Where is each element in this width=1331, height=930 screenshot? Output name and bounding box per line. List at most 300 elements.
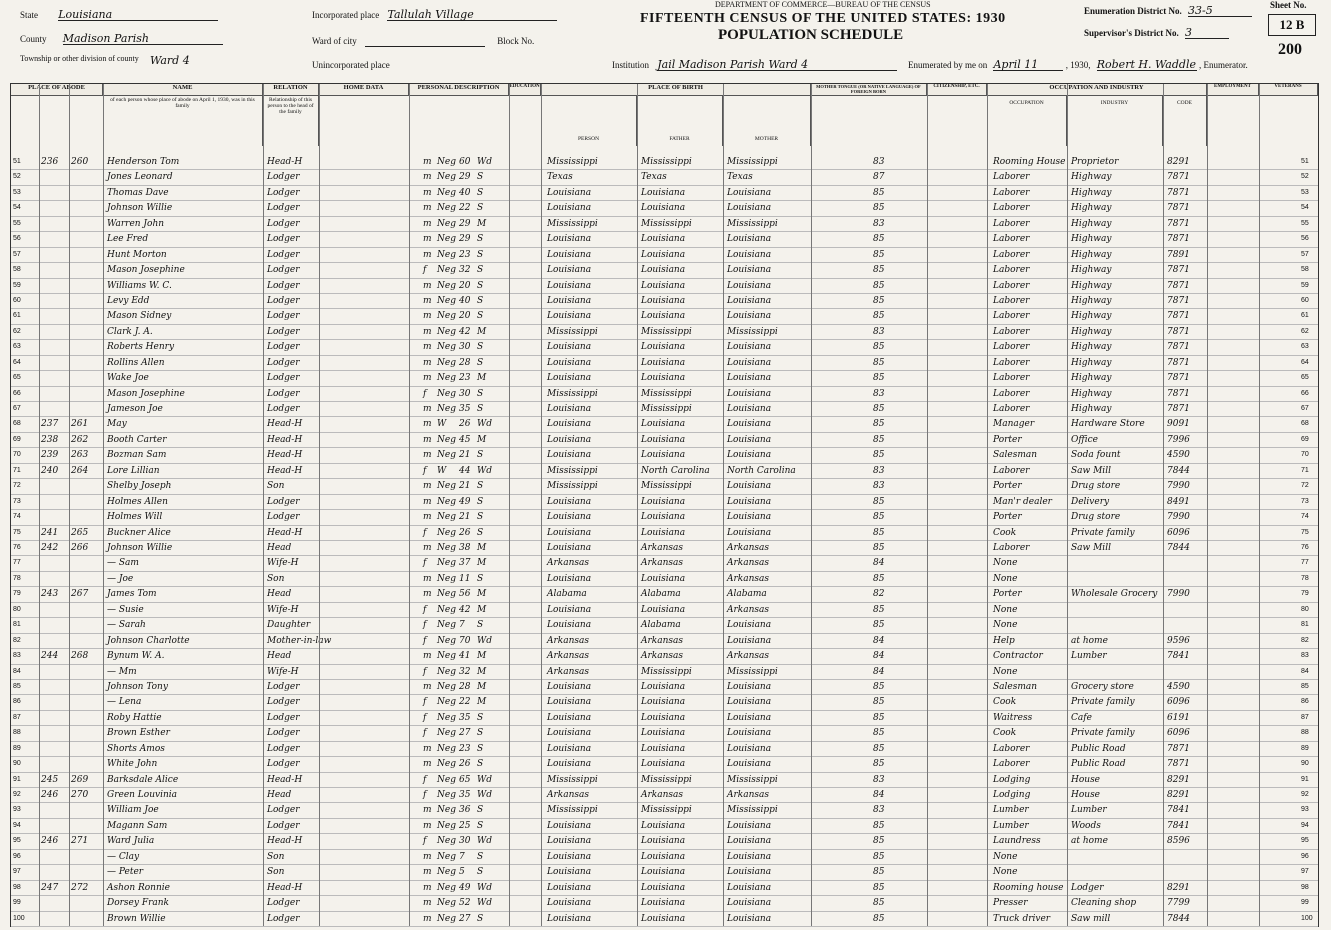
- cell-dw: [41, 694, 69, 710]
- cell-ms: S: [477, 342, 484, 353]
- cell-race: Neg: [437, 759, 456, 770]
- cell-fb: Louisiana: [641, 820, 686, 831]
- cell-mt: 85: [873, 543, 885, 553]
- cell-rel: Son: [267, 481, 285, 492]
- cell-ind: [1071, 864, 1161, 880]
- table-row: [11, 633, 1318, 649]
- cell-sex: f: [423, 836, 427, 847]
- line-number: 80: [13, 605, 21, 613]
- cell-ind: Wholesale Grocery: [1071, 589, 1158, 600]
- cell-age: 56: [459, 589, 471, 600]
- cell-fb: Louisiana: [641, 311, 686, 322]
- cell-occ: Salesman: [993, 681, 1038, 692]
- cell-fam: [71, 602, 101, 618]
- cell-mb: Arkansas: [727, 558, 770, 569]
- cell-race: Neg: [437, 311, 456, 322]
- cell-bp: Louisiana: [547, 620, 592, 631]
- cell-mt: 85: [873, 295, 885, 306]
- cell-name: Johnson Willie: [107, 543, 173, 553]
- cell-ind: Proprietor: [1071, 157, 1119, 167]
- cell-occ: Laborer: [993, 357, 1030, 368]
- cell-rel: Head-H: [267, 882, 303, 893]
- cell-ms: S: [477, 295, 484, 306]
- cell-mb: Louisiana: [727, 620, 772, 631]
- cell-bp: Arkansas: [547, 558, 590, 569]
- cell-mt: 85: [873, 527, 885, 538]
- cell-rel: Lodger: [267, 187, 300, 198]
- cell-dw: [41, 849, 69, 865]
- cell-name: — Clay: [107, 851, 140, 862]
- table-row: [11, 555, 1318, 571]
- cell-name: May: [107, 419, 127, 430]
- cell-code: 8291: [1167, 790, 1190, 801]
- cell-ms: S: [477, 187, 484, 198]
- line-number-right: 99: [1301, 899, 1309, 907]
- cell-ms: Wd: [477, 790, 493, 801]
- cell-race: Neg: [437, 836, 456, 847]
- cell-occ: Waitress: [993, 712, 1033, 723]
- line-number: 70: [13, 451, 21, 459]
- cell-dw: 243: [41, 589, 59, 600]
- cell-fam: [71, 185, 101, 201]
- cell-ms: S: [477, 573, 484, 584]
- cell-fam: [71, 370, 101, 386]
- cell-fb: Alabama: [641, 620, 681, 631]
- cell-mb: Arkansas: [727, 543, 770, 553]
- cell-mb: Louisiana: [727, 867, 772, 878]
- cell-age: 23: [459, 373, 471, 384]
- cell-ms: S: [477, 527, 484, 538]
- cell-sex: m: [423, 651, 432, 662]
- line-number-right: 87: [1301, 713, 1309, 721]
- cell-mb: Louisiana: [727, 512, 772, 523]
- cell-race: Neg: [437, 604, 456, 615]
- cell-occ: Porter: [993, 481, 1022, 492]
- cell-mb: Louisiana: [727, 434, 772, 445]
- table-row: [11, 339, 1318, 355]
- cell-occ: Salesman: [993, 450, 1038, 461]
- cell-ind: Cafe: [1071, 712, 1092, 723]
- cell-bp: Mississippi: [547, 774, 598, 785]
- cell-sex: m: [423, 543, 432, 553]
- dept-line: DEPARTMENT OF COMMERCE—BUREAU OF THE CENSUS: [715, 0, 931, 9]
- line-number-right: 88: [1301, 729, 1309, 737]
- cell-fb: Louisiana: [641, 697, 686, 708]
- cell-rel: Lodger: [267, 913, 300, 924]
- cell-ind: Highway: [1071, 311, 1112, 322]
- enumerator-name: Robert H. Waddle: [1096, 58, 1196, 71]
- cell-fam: 268: [71, 651, 89, 662]
- line-number: 100: [13, 914, 25, 922]
- cell-fam: [71, 293, 101, 309]
- cell-ms: S: [477, 867, 484, 878]
- cell-ms: S: [477, 357, 484, 368]
- cell-ind: Cleaning shop: [1071, 898, 1137, 909]
- cell-fb: Louisiana: [641, 898, 686, 909]
- cell-fb: Arkansas: [641, 558, 684, 569]
- line-number-right: 95: [1301, 837, 1309, 845]
- table-row: [11, 772, 1318, 788]
- cell-bp: Louisiana: [547, 573, 592, 584]
- cell-mb: Louisiana: [727, 203, 772, 214]
- cell-sex: m: [423, 357, 432, 368]
- table-row: [11, 200, 1318, 216]
- cell-ind: Hardware Store: [1071, 419, 1145, 430]
- table-row: [11, 648, 1318, 664]
- cell-race: Neg: [437, 342, 456, 353]
- cell-mt: 83: [873, 388, 885, 399]
- cell-dw: [41, 200, 69, 216]
- table-row: [11, 664, 1318, 680]
- cell-mt: 85: [873, 280, 885, 291]
- cell-ms: M: [477, 218, 487, 229]
- institution-label: Institution: [612, 60, 650, 70]
- cell-rel: Son: [267, 867, 285, 878]
- line-number: 96: [13, 852, 21, 860]
- cell-name: Williams W. C.: [107, 280, 172, 291]
- cell-mb: Mississippi: [727, 805, 778, 816]
- cell-mb: Louisiana: [727, 280, 772, 291]
- cell-dw: 240: [41, 465, 59, 476]
- cell-fam: [71, 694, 101, 710]
- cell-age: 35: [459, 404, 471, 415]
- cell-age: 21: [459, 512, 471, 523]
- cell-race: Neg: [437, 203, 456, 214]
- cell-mt: 83: [873, 326, 885, 337]
- cell-age: 28: [459, 681, 471, 692]
- cell-mb: Louisiana: [727, 419, 772, 430]
- cell-rel: Lodger: [267, 728, 300, 739]
- table-row: [11, 154, 1318, 170]
- cell-mt: 84: [873, 635, 885, 646]
- cell-ms: S: [477, 203, 484, 214]
- cell-rel: Wife-H: [267, 604, 299, 615]
- cell-sex: m: [423, 867, 432, 878]
- cell-ms: Wd: [477, 419, 493, 430]
- cell-mt: 85: [873, 836, 885, 847]
- township-value: Ward 4: [150, 54, 190, 67]
- cell-fam: [71, 339, 101, 355]
- line-number: 74: [13, 513, 21, 521]
- cell-fam: [71, 262, 101, 278]
- cell-rel: Lodger: [267, 681, 300, 692]
- cell-code: 7990: [1167, 481, 1190, 492]
- cell-mb: Louisiana: [727, 342, 772, 353]
- county-label: County: [20, 34, 47, 44]
- table-row: [11, 895, 1318, 911]
- cell-occ: Rooming House: [993, 157, 1066, 167]
- cell-race: Neg: [437, 450, 456, 461]
- line-number: 76: [13, 544, 21, 551]
- cell-race: Neg: [437, 218, 456, 229]
- cell-bp: Mississippi: [547, 481, 598, 492]
- cell-name: Johnson Charlotte: [107, 635, 190, 646]
- cell-fb: Louisiana: [641, 187, 686, 198]
- cell-age: 40: [459, 295, 471, 306]
- cell-race: Neg: [437, 573, 456, 584]
- cell-ind: Lumber: [1071, 805, 1107, 816]
- cell-age: 23: [459, 743, 471, 754]
- cell-sex: m: [423, 496, 432, 507]
- cell-name: Roberts Henry: [107, 342, 175, 353]
- cell-occ: Cook: [993, 728, 1017, 739]
- cell-fb: Louisiana: [641, 342, 686, 353]
- table-row: [11, 525, 1318, 541]
- cell-fam: [71, 911, 101, 927]
- cell-code: 4590: [1167, 450, 1190, 461]
- cell-mb: Louisiana: [727, 913, 772, 924]
- cell-mb: Louisiana: [727, 759, 772, 770]
- cell-occ: Laborer: [993, 543, 1030, 553]
- cell-age: 41: [459, 651, 471, 662]
- cell-code: 7844: [1167, 913, 1190, 924]
- cell-fb: Louisiana: [641, 450, 686, 461]
- line-number-right: 55: [1301, 219, 1309, 227]
- cell-fam: [71, 756, 101, 772]
- cell-age: 60: [459, 157, 471, 167]
- ward-label: Ward of city: [312, 36, 357, 46]
- cell-dw: [41, 494, 69, 510]
- table-row: [11, 185, 1318, 201]
- cell-ind: Highway: [1071, 234, 1112, 245]
- cell-bp: Louisiana: [547, 836, 592, 847]
- cell-ms: Wd: [477, 635, 493, 646]
- cell-code: 7799: [1167, 898, 1190, 909]
- cell-name: James Tom: [107, 589, 157, 600]
- line-number: 66: [13, 389, 21, 397]
- cell-fam: [71, 478, 101, 494]
- cell-name: Mason Sidney: [107, 311, 172, 322]
- cell-occ: Laborer: [993, 280, 1030, 291]
- cell-age: 36: [459, 805, 471, 816]
- table-row: [11, 849, 1318, 865]
- cell-sex: m: [423, 512, 432, 523]
- group-education: EDUCATION: [509, 84, 541, 96]
- cell-dw: [41, 555, 69, 571]
- line-number: 83: [13, 652, 21, 660]
- cell-ind: [1071, 849, 1161, 865]
- cell-age: 29: [459, 172, 471, 183]
- cell-mt: 85: [873, 434, 885, 445]
- cell-mt: 82: [873, 589, 885, 600]
- cell-ind: at home: [1071, 635, 1108, 646]
- cell-code: 6096: [1167, 728, 1190, 739]
- cell-fam: [71, 200, 101, 216]
- cell-age: 44: [459, 465, 471, 476]
- group-name: NAME: [103, 84, 263, 96]
- cell-race: Neg: [437, 805, 456, 816]
- cell-fam: [71, 401, 101, 417]
- line-number: 78: [13, 574, 21, 582]
- cell-code: 7871: [1167, 759, 1190, 770]
- cell-sex: m: [423, 913, 432, 924]
- cell-mb: Louisiana: [727, 527, 772, 538]
- cell-dw: [41, 478, 69, 494]
- cell-rel: Head-H: [267, 527, 303, 538]
- cell-age: 26: [459, 759, 471, 770]
- cell-mt: 85: [873, 728, 885, 739]
- cell-dw: [41, 339, 69, 355]
- colhdr-industry: INDUSTRY: [1067, 96, 1163, 146]
- cell-fam: [71, 710, 101, 726]
- cell-ind: Public Road: [1071, 759, 1126, 770]
- cell-bp: Mississippi: [547, 805, 598, 816]
- cell-occ: Laborer: [993, 265, 1030, 276]
- line-number: 51: [13, 158, 21, 165]
- cell-mt: 85: [873, 681, 885, 692]
- cell-race: Neg: [437, 898, 456, 909]
- cell-code: 7871: [1167, 265, 1190, 276]
- cell-ms: S: [477, 450, 484, 461]
- cell-fb: Mississippi: [641, 666, 692, 677]
- line-number-right: 66: [1301, 389, 1309, 397]
- cell-age: 21: [459, 450, 471, 461]
- cell-ms: M: [477, 589, 487, 600]
- cell-fb: Mississippi: [641, 157, 692, 167]
- cell-mt: 85: [873, 342, 885, 353]
- cell-bp: Louisiana: [547, 280, 592, 291]
- cell-bp: Louisiana: [547, 712, 592, 723]
- cell-name: Mason Josephine: [107, 265, 185, 276]
- cell-mb: Louisiana: [727, 635, 772, 646]
- cell-name: — Joe: [107, 573, 134, 584]
- cell-mt: 85: [873, 712, 885, 723]
- cell-name: Buckner Alice: [107, 527, 171, 538]
- colhdr-relation: Relationship of this person to the head of the family: [263, 96, 319, 146]
- cell-sex: m: [423, 434, 432, 445]
- cell-ind: Private family: [1071, 697, 1135, 708]
- colhdr-occupation: OCCUPATION: [987, 96, 1067, 146]
- cell-fam: [71, 278, 101, 294]
- cell-rel: Mother-in-law: [267, 635, 332, 646]
- cell-ms: Wd: [477, 774, 493, 785]
- cell-fb: Mississippi: [641, 805, 692, 816]
- cell-name: Jones Leonard: [107, 172, 173, 183]
- group-place-of-birth: PLACE OF BIRTH: [541, 84, 811, 96]
- cell-sex: m: [423, 805, 432, 816]
- cell-fam: 265: [71, 527, 89, 538]
- cell-name: — Peter: [107, 867, 144, 878]
- cell-ind: Highway: [1071, 388, 1112, 399]
- table-row: [11, 540, 1318, 556]
- cell-fb: Mississippi: [641, 404, 692, 415]
- cell-race: Neg: [437, 666, 456, 677]
- cell-bp: Arkansas: [547, 635, 590, 646]
- cell-dw: [41, 247, 69, 263]
- cell-fam: [71, 633, 101, 649]
- block-label: Block No.: [497, 36, 535, 46]
- cell-occ: Laborer: [993, 465, 1030, 476]
- cell-rel: Lodger: [267, 512, 300, 523]
- cell-ms: M: [477, 543, 487, 553]
- cell-race: Neg: [437, 851, 456, 862]
- cell-code: 7844: [1167, 465, 1190, 476]
- cell-age: 30: [459, 342, 471, 353]
- cell-race: Neg: [437, 265, 456, 276]
- cell-mb: Arkansas: [727, 573, 770, 584]
- cell-ind: Highway: [1071, 404, 1112, 415]
- line-number-right: 94: [1301, 821, 1309, 829]
- cell-age: 40: [459, 187, 471, 198]
- cell-ms: Wd: [477, 465, 493, 476]
- cell-age: 65: [459, 774, 471, 785]
- cell-rel: Head-H: [267, 465, 303, 476]
- cell-sex: f: [423, 774, 427, 785]
- line-number: 58: [13, 266, 21, 274]
- cell-bp: Louisiana: [547, 404, 592, 415]
- line-number-right: 90: [1301, 760, 1309, 768]
- cell-sex: m: [423, 373, 432, 384]
- cell-code: 7871: [1167, 373, 1190, 384]
- cell-dw: [41, 185, 69, 201]
- cell-ms: S: [477, 388, 484, 399]
- cell-bp: Louisiana: [547, 728, 592, 739]
- cell-occ: Laundress: [993, 836, 1041, 847]
- cell-name: Dorsey Frank: [107, 898, 169, 909]
- column-rule: [69, 84, 70, 926]
- cell-code: 7871: [1167, 234, 1190, 245]
- line-number-right: 62: [1301, 327, 1309, 335]
- cell-fam: [71, 355, 101, 371]
- cell-age: 52: [459, 898, 471, 909]
- group-veterans: VETERANS: [1259, 84, 1318, 96]
- cell-fam: [71, 818, 101, 834]
- cell-bp: Louisiana: [547, 373, 592, 384]
- cell-fam: 261: [71, 419, 89, 430]
- line-number: 59: [13, 281, 21, 289]
- cell-fam: [71, 864, 101, 880]
- column-rule: [409, 84, 410, 926]
- cell-ms: M: [477, 558, 487, 569]
- cell-fb: Louisiana: [641, 913, 686, 924]
- line-number: 88: [13, 729, 21, 737]
- cell-ind: Delivery: [1071, 496, 1110, 507]
- cell-rel: Lodger: [267, 820, 300, 831]
- group-relation: RELATION: [263, 84, 319, 96]
- column-rule: [723, 84, 724, 926]
- cell-occ: Cook: [993, 527, 1017, 538]
- cell-fb: Louisiana: [641, 496, 686, 507]
- cell-code: 7871: [1167, 326, 1190, 337]
- sd-value: 3: [1185, 28, 1229, 39]
- cell-bp: Mississippi: [547, 218, 598, 229]
- line-number-right: 67: [1301, 405, 1309, 413]
- cell-bp: Louisiana: [547, 898, 592, 909]
- cell-fb: Louisiana: [641, 604, 686, 615]
- table-row: [11, 308, 1318, 324]
- line-number-right: 93: [1301, 806, 1309, 814]
- line-number: 55: [13, 219, 21, 227]
- cell-code: 7996: [1167, 434, 1190, 445]
- cell-dw: 244: [41, 651, 59, 662]
- cell-race: Neg: [437, 280, 456, 291]
- cell-code: 4590: [1167, 681, 1190, 692]
- cell-ind: Highway: [1071, 218, 1112, 229]
- cell-sex: m: [423, 157, 432, 167]
- cell-sex: f: [423, 527, 427, 538]
- cell-rel: Lodger: [267, 759, 300, 770]
- ed-value: 33-5: [1188, 6, 1252, 17]
- cell-mt: 85: [873, 496, 885, 507]
- cell-fb: Louisiana: [641, 203, 686, 214]
- cell-age: 32: [459, 265, 471, 276]
- cell-code: 8291: [1167, 157, 1190, 167]
- cell-occ: Truck driver: [993, 913, 1051, 924]
- line-number: 87: [13, 713, 21, 721]
- column-rule: [103, 84, 104, 926]
- cell-race: Neg: [437, 558, 456, 569]
- table-row: [11, 463, 1318, 479]
